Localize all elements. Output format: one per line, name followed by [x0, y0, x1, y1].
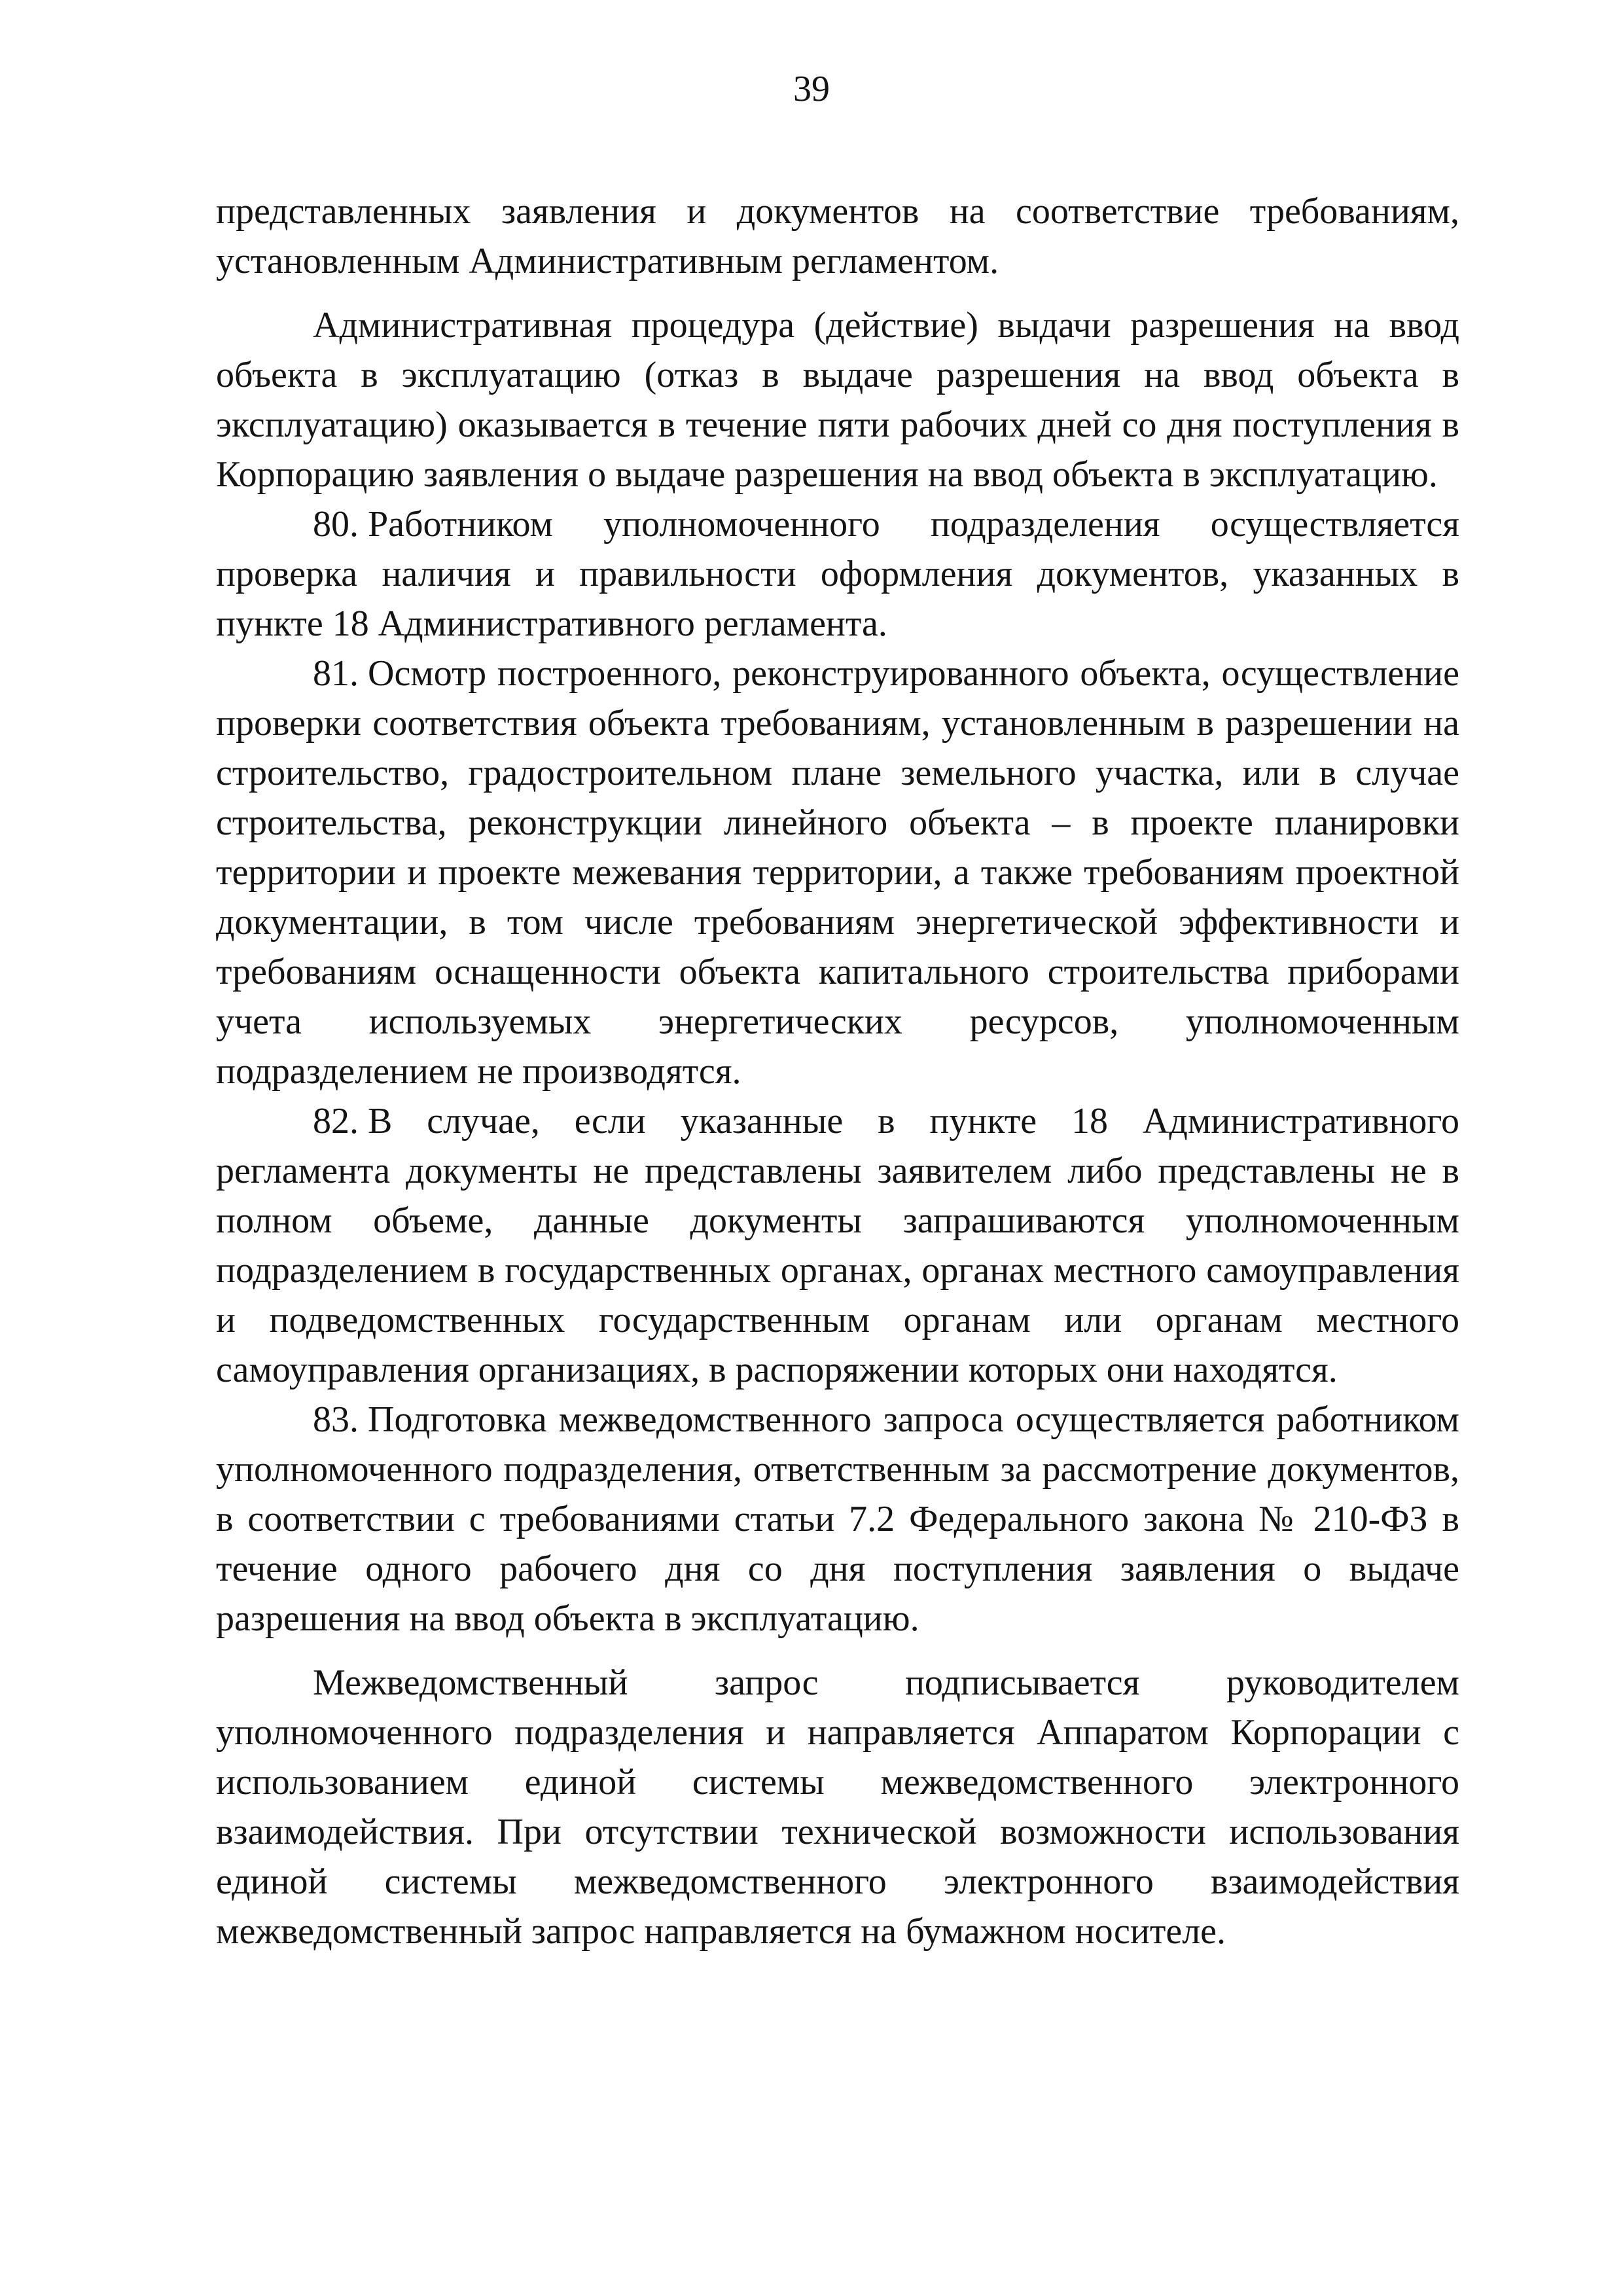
paragraph — [216, 300, 1459, 499]
paragraph-81 — [216, 649, 1459, 1096]
paragraph-text: Межведомственный запрос подписывается руководителем уполномоченного подразделения и направляется Аппаратом Корпорации с использованием единой системы межведомственного электронного взаимодействия. При отсутствии технической возможности использования единой системы межведомственного электронного взаимодействия межведомственный запрос направляется на бумажном носителе. — [216, 1662, 1459, 1952]
page-number: 39 — [793, 69, 830, 109]
paragraph-number: 81. — [313, 653, 359, 694]
paragraph-82 — [216, 1096, 1459, 1395]
paragraph-text: В случае, если указанные в пункте 18 Административного регламента документы не представлены заявителем либо представлены не в полном объеме, данные документы запрашиваются уполномоченным подразделением в государственных органах, органах местного самоуправления и подведомственных государственным органам или органам местного самоуправления организациях, в распоряжении которых они находятся. — [216, 1101, 1459, 1390]
paragraph-number: 83. — [313, 1399, 359, 1440]
paragraph-text: Осмотр построенного, реконструированного объекта, осуществление проверки соответствия объекта требованиям, установленным в разрешении на строительство, градостроительном плане земельного участка, или в случае строительства, реконструкции линейного объекта – в проекте планировки территории и проекте межевания территории, а также требованиям проектной документации, в том числе требованиям энергетической эффективности и требованиям оснащенности объекта капитального строительства приборами учета используемых энергетических ресурсов, уполномоченным подразделением не производятся. — [216, 653, 1459, 1092]
paragraph-text: представленных заявления и документов на соответствие требованиям, установленным Административным регламентом. — [216, 191, 1459, 281]
paragraph — [216, 1658, 1459, 1956]
document-body — [216, 187, 1459, 1956]
paragraph-80 — [216, 499, 1459, 649]
paragraph-number: 80. — [313, 504, 359, 545]
paragraph-83 — [216, 1395, 1459, 1643]
paragraph-text: Административная процедура (действие) выдачи разрешения на ввод объекта в эксплуатацию (отказ в выдаче разрешения на ввод объекта в эксплуатацию) оказывается в течение пяти рабочих дней со дня поступления в Корпорацию заявления о выдаче разрешения на ввод объекта в эксплуатацию. — [216, 305, 1459, 495]
paragraph-continuation — [216, 187, 1459, 286]
paragraph-number: 82. — [313, 1101, 359, 1141]
paragraph-text: Работником уполномоченного подразделения осуществляется проверка наличия и правильности оформления документов, указанных в пункте 18 Административного регламента. — [216, 504, 1459, 644]
paragraph-text: Подготовка межведомственного запроса осуществляется работником уполномоченного подразделения, ответственным за рассмотрение документов, в соответствии с требованиями статьи 7.2 Федерального закона № 210-ФЗ в течение одного рабочего дня со дня поступления заявления о выдаче разрешения на ввод объекта в эксплуатацию. — [216, 1399, 1459, 1639]
